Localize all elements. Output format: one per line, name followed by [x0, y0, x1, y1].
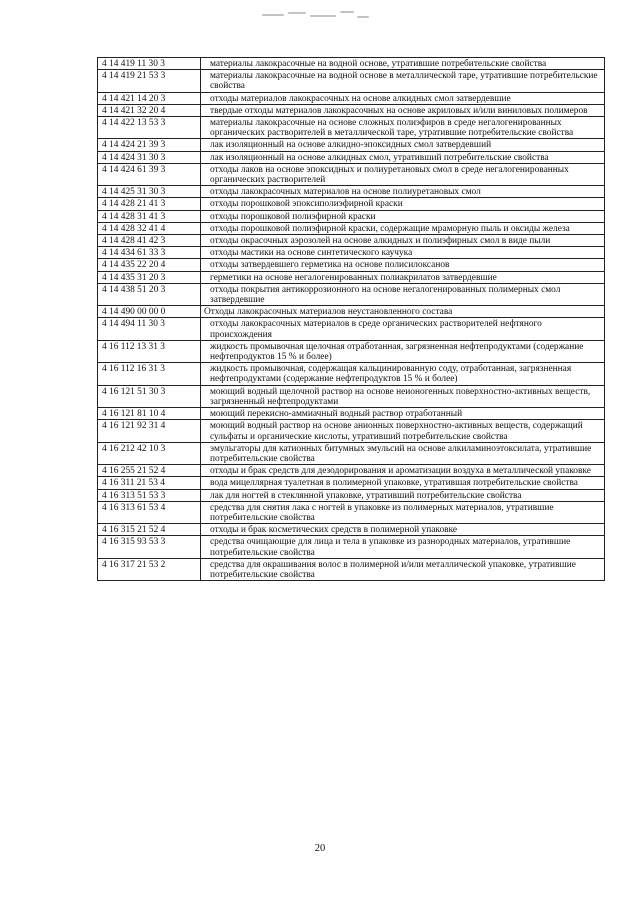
description-cell: отходы мастики на основе синтетического каучука — [201, 247, 605, 259]
description-cell: отходы порошковой полиэфирной краски — [201, 210, 605, 222]
waste-code-cell: 4 16 313 61 53 4 — [98, 501, 201, 523]
description-cell: лак для ногтей в стеклянной упаковке, утративший потребительские свойства — [201, 489, 605, 501]
waste-code-cell: 4 14 419 21 53 3 — [98, 70, 201, 92]
table-row — [98, 117, 605, 139]
description-cell: материалы лакокрасочные на водной основе в металлической таре, утратившие потребительские свойства — [201, 70, 605, 92]
table-row — [98, 222, 605, 234]
description-cell: отходы материалов лакокрасочных на основе алкидных смол затвердевшие — [201, 92, 605, 104]
page-number: 20 — [314, 843, 326, 854]
table-row — [98, 536, 605, 558]
description-cell: жидкость промывочная щелочная отработанная, загрязненная нефтепродуктами (содержание нефтепродуктов 15 % и более) — [201, 340, 605, 362]
waste-code-cell: 4 14 424 21 39 3 — [98, 139, 201, 151]
table-row — [98, 259, 605, 271]
waste-code-cell: 4 14 438 51 20 3 — [98, 283, 201, 305]
waste-code-cell: 4 14 421 14 20 3 — [98, 92, 201, 104]
description-cell: отходы лаков на основе эпоксидных и полиуретановых смол в среде негалогенированных органических растворителей — [201, 163, 605, 185]
waste-code-cell: 4 14 490 00 00 0 — [98, 306, 201, 318]
waste-code-cell: 4 16 121 51 30 3 — [98, 385, 201, 407]
description-cell: эмульгаторы для катионных битумных эмульсий на основе алкиламиноэтоксилата, утратившие потребительские свойства — [201, 442, 605, 464]
table-row — [98, 163, 605, 185]
table-row — [98, 558, 605, 580]
waste-code-cell: 4 16 315 93 53 3 — [98, 536, 201, 558]
table-row — [98, 385, 605, 407]
table-row — [98, 306, 605, 318]
waste-code-cell: 4 16 112 13 31 3 — [98, 340, 201, 362]
waste-code-cell: 4 16 212 42 10 3 — [98, 442, 201, 464]
description-cell: моющий перекисно-аммиачный водный раствор отработанный — [201, 408, 605, 420]
waste-code-cell: 4 16 255 21 52 4 — [98, 465, 201, 477]
description-cell: лак изоляционный на основе алкидно-эпоксидных смол затвердевший — [201, 139, 605, 151]
waste-code-cell: 4 14 428 31 41 3 — [98, 210, 201, 222]
description-cell: отходы порошковой полиэфирной краски, содержащие мраморную пыль и оксиды железа — [201, 222, 605, 234]
description-cell: отходы лакокрасочных материалов в среде органических растворителей нефтяного происхождения — [201, 318, 605, 340]
table-row — [98, 139, 605, 151]
description-cell: отходы и брак средств для дезодорирования и ароматизации воздуха в металлической упаковке — [201, 465, 605, 477]
table-row — [98, 198, 605, 210]
waste-code-cell: 4 16 121 92 31 4 — [98, 420, 201, 442]
waste-code-cell: 4 14 428 41 42 3 — [98, 235, 201, 247]
waste-code-cell: 4 16 315 21 52 4 — [98, 524, 201, 536]
waste-code-cell: 4 16 317 21 53 2 — [98, 558, 201, 580]
description-cell: отходы покрытия антикоррозионного на основе негалогенированных полимерных смол затвердевшие — [201, 283, 605, 305]
table-row — [98, 524, 605, 536]
waste-code-cell: 4 14 424 31 30 3 — [98, 151, 201, 163]
waste-code-cell: 4 16 311 21 53 4 — [98, 477, 201, 489]
waste-code-cell: 4 16 121 81 10 4 — [98, 408, 201, 420]
description-cell: средства для окрашивания волос в полимерной и/или металлической упаковке, утратившие потребительские свойства — [201, 558, 605, 580]
waste-code-cell: 4 14 494 11 30 3 — [98, 318, 201, 340]
waste-code-cell: 4 14 422 13 53 3 — [98, 117, 201, 139]
description-cell: моющий водный раствор на основе анионных поверхностно-активных веществ, содержащий сульфаты и органические кислоты, утративший потребительские свойства — [201, 420, 605, 442]
table-row — [98, 465, 605, 477]
waste-code-cell: 4 14 424 61 39 3 — [98, 163, 201, 185]
waste-codes-table — [97, 57, 605, 581]
waste-code-cell: 4 14 435 31 20 3 — [98, 271, 201, 283]
waste-code-cell: 4 14 434 61 33 3 — [98, 247, 201, 259]
waste-code-cell: 4 16 112 16 31 3 — [98, 363, 201, 385]
description-cell: отходы порошковой эпоксиполиэфирной краски — [201, 198, 605, 210]
description-cell: вода мицеллярная туалетная в полимерной упаковке, утратившая потребительские свойства — [201, 477, 605, 489]
table-row — [98, 283, 605, 305]
table-row — [98, 186, 605, 198]
table-row — [98, 92, 605, 104]
table-row — [98, 104, 605, 116]
description-cell: отходы и брак косметических средств в полимерной упаковке — [201, 524, 605, 536]
group-description-cell: Отходы лакокрасочных материалов неустановленного состава — [201, 306, 605, 318]
description-cell: материалы лакокрасочные на основе сложных полиэфиров в среде негалогенированных органических растворителей в металлической таре, утратившие потребительские свойства — [201, 117, 605, 139]
description-cell: твердые отходы материалов лакокрасочных на основе акриловых и/или виниловых полимеров — [201, 104, 605, 116]
table-row — [98, 271, 605, 283]
table-row — [98, 489, 605, 501]
table-row — [98, 420, 605, 442]
table-row — [98, 235, 605, 247]
table-row — [98, 58, 605, 70]
description-cell: отходы затвердевшего герметика на основе полисилоксанов — [201, 259, 605, 271]
waste-code-cell: 4 14 421 32 20 4 — [98, 104, 201, 116]
description-cell: моющий водный щелочной раствор на основе неионогенных поверхностно-активных веществ, загрязненный нефтепродуктами — [201, 385, 605, 407]
description-cell: жидкость промывочная, содержащая кальцинированную соду, отработанная, загрязненная нефтепродуктами (содержание нефтепродуктов 15 % и более) — [201, 363, 605, 385]
waste-code-cell: 4 16 313 51 53 3 — [98, 489, 201, 501]
description-cell: герметики на основе негалогенированных полиакрилатов затвердевшие — [201, 271, 605, 283]
table-row — [98, 210, 605, 222]
table-row — [98, 501, 605, 523]
table-row — [98, 477, 605, 489]
waste-code-cell: 4 14 419 11 30 3 — [98, 58, 201, 70]
table-row — [98, 442, 605, 464]
table-row — [98, 408, 605, 420]
table-row — [98, 247, 605, 259]
description-cell: лак изоляционный на основе алкидных смол, утративший потребительские свойства — [201, 151, 605, 163]
table-row — [98, 363, 605, 385]
waste-code-cell: 4 14 428 32 41 4 — [98, 222, 201, 234]
faint-stamp-mark — [262, 8, 372, 22]
description-cell: средства для снятия лака с ногтей в упаковке из полимерных материалов, утратившие потребительские свойства — [201, 501, 605, 523]
table-body — [98, 58, 605, 581]
table-row — [98, 151, 605, 163]
waste-code-cell: 4 14 428 21 41 3 — [98, 198, 201, 210]
description-cell: отходы лакокрасочных материалов на основе полиуретановых смол — [201, 186, 605, 198]
waste-code-cell: 4 14 435 22 20 4 — [98, 259, 201, 271]
table-row — [98, 340, 605, 362]
waste-code-cell: 4 14 425 31 30 3 — [98, 186, 201, 198]
table-row — [98, 70, 605, 92]
description-cell: средства очищающие для лица и тела в упаковке из разнородных материалов, утратившие потребительские свойства — [201, 536, 605, 558]
table-row — [98, 318, 605, 340]
description-cell: отходы окрасочных аэрозолей на основе алкидных и полиэфирных смол в виде пыли — [201, 235, 605, 247]
description-cell: материалы лакокрасочные на водной основе, утратившие потребительские свойства — [201, 58, 605, 70]
